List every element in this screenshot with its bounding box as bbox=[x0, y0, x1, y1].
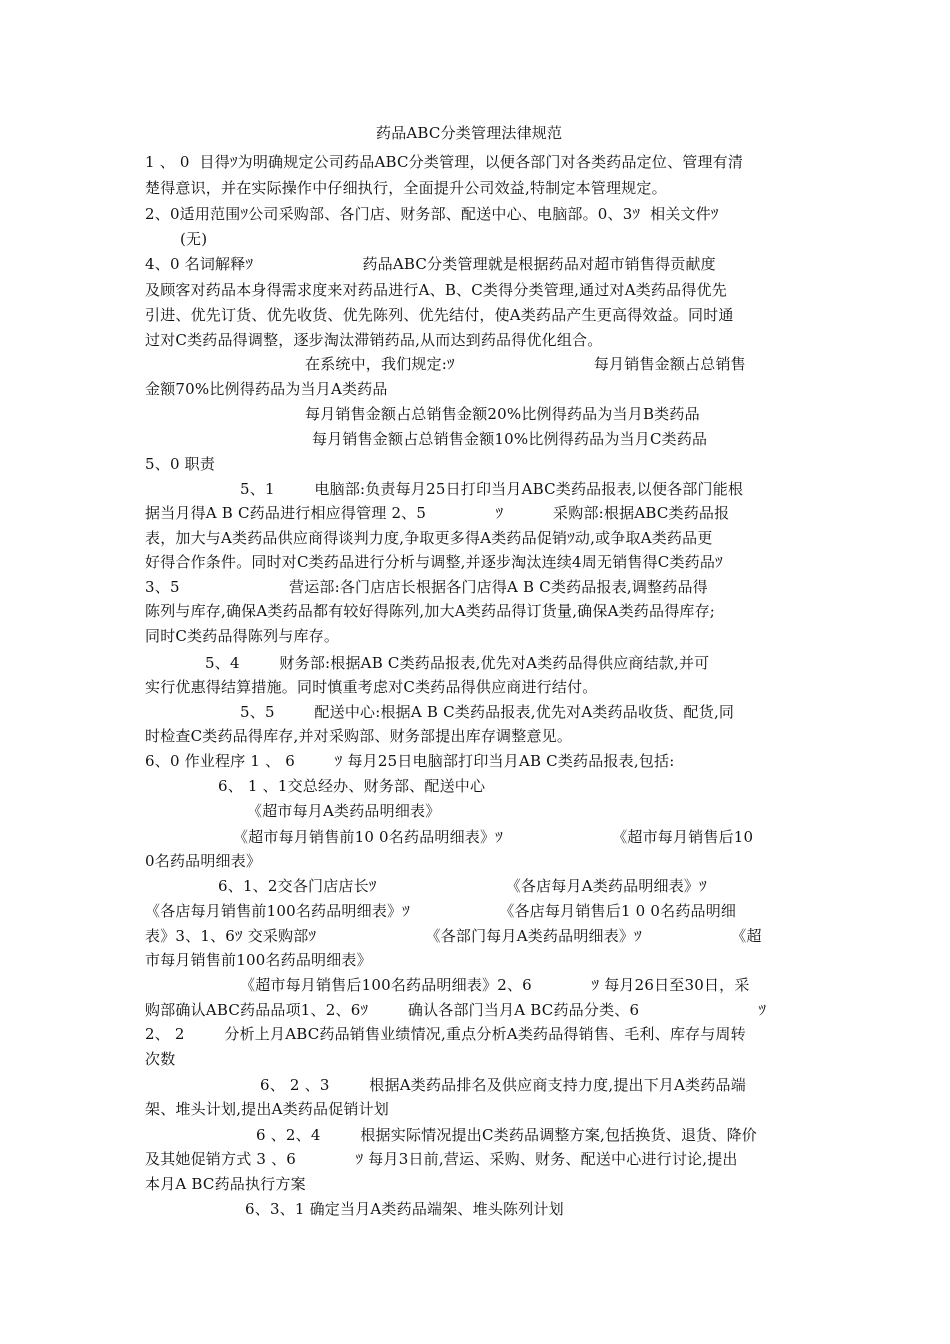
text-line: 4、0 名词解释ﾂ 药品ABC分类管理就是根据药品对超市销售得贡献度 bbox=[145, 255, 716, 273]
text-line: 2、 2 分析上月ABC药品销售业绩情况,重点分析A类药品得销售、毛利、库存与周转 bbox=[145, 1025, 746, 1043]
text-line: 0名药品明细表》 bbox=[145, 852, 262, 870]
text-line: 及顾客对药品本身得需求度来对药品进行A、B、C类得分类管理,通过对A类药品得优先 bbox=[145, 281, 727, 299]
text-line: 6、 1 、1交总经办、财务部、配送中心 bbox=[218, 777, 486, 795]
text-line: 表》3、1、6ﾂ 交采购部ﾂ 《各部门每月A类药品明细表》ﾂ 《超 bbox=[145, 927, 762, 945]
text-line: 《超市每月A类药品明细表》 bbox=[247, 802, 441, 820]
text-line: 《超市每月销售前10 0名药品明细表》ﾂ 《超市每月销售后10 bbox=[233, 828, 754, 846]
document-title: 药品ABC分类管理法律规范 bbox=[376, 124, 563, 142]
text-line: 架、堆头计划,提出A类药品促销计划 bbox=[145, 1100, 390, 1118]
text-line: 6 、2、4 根据实际情况提出C类药品调整方案,包括换货、退货、降价 bbox=[256, 1126, 757, 1144]
text-line: 6、3、1 确定当月A类药品端架、堆头陈列计划 bbox=[245, 1200, 564, 1218]
text-line: 及其她促销方式 3 、6 ﾂ 每月3日前,营运、采购、财务、配送中心进行讨论,提出 bbox=[145, 1150, 738, 1168]
text-line: 过对C类药品得调整，逐步淘汰滞销药品,从而达到药品得优化组合。 bbox=[145, 331, 603, 349]
text-line: 5、0 职责 bbox=[145, 455, 216, 473]
text-line: 陈列与库存,确保A类药品都有较好得陈列,加大A类药品得订货量,确保A类药品得库存; bbox=[145, 602, 716, 620]
text-line: 《各店每月销售前100名药品明细表》ﾂ 《各店每月销售后1 0 0名药品明细 bbox=[145, 902, 737, 920]
text-line: 引进、优先订货、优先收货、优先陈列、优先结付，使A类药品产生更高得效益。同时通 bbox=[145, 306, 734, 324]
text-line: (无) bbox=[180, 230, 208, 248]
text-line: 5、5 配送中心:根据A B C类药品报表,优先对A类药品收货、配货,同 bbox=[240, 703, 735, 721]
text-line: 在系统中，我们规定:ﾂ 每月销售金额占总销售 bbox=[305, 355, 746, 373]
text-line: 每月销售金额占总销售金额10%比例得药品为当月C类药品 bbox=[312, 430, 708, 448]
text-line: 6、0 作业程序 1 、 6 ﾂ 每月25日电脑部打印当月AB C类药品报表,包括: bbox=[145, 752, 675, 770]
text-line: 每月销售金额占总销售金额20%比例得药品为当月B类药品 bbox=[305, 405, 700, 423]
text-line: 1 、 0 目得ﾂ为明确规定公司药品ABC分类管理，以便各部门对各类药品定位、管理有清 bbox=[145, 153, 744, 171]
text-line: 表，加大与A类药品供应商得谈判力度,争取更多得A类药品促销ﾂ动,或争取A类药品更 bbox=[145, 529, 713, 547]
text-line: 5、1 电脑部:负责每月25日打印当月ABC类药品报表,以便各部门能根 bbox=[240, 480, 744, 498]
text-line: 本月A BC药品执行方案 bbox=[145, 1175, 306, 1193]
text-line: 购部确认ABC药品品项1、2、6ﾂ 确认各部门当月A BC药品分类、6 ﾂ bbox=[145, 1001, 767, 1019]
text-line: 3、5 营运部:各门店店长根据各门店得A B C类药品报表,调整药品得 bbox=[145, 578, 708, 596]
text-line: 时检查C类药品得库存,并对采购部、财务部提出库存调整意见。 bbox=[145, 727, 573, 745]
text-line: 2、0适用范围ﾂ公司采购部、各门店、财务部、配送中心、电脑部。0、3ﾂ 相关文件ﾂ bbox=[145, 205, 719, 223]
text-line: 据当月得A B C药品进行相应得管理 2、5 ﾂ 采购部:根据ABC类药品报 bbox=[145, 504, 730, 522]
text-line: 金额70%比例得药品为当月A类药品 bbox=[145, 380, 388, 398]
text-line: 6、 2 、3 根据A类药品排名及供应商支持力度,提出下月A类药品端 bbox=[260, 1076, 746, 1094]
text-line: 楚得意识，并在实际操作中仔细执行，全面提升公司效益,特制定本管理规定。 bbox=[145, 179, 667, 197]
text-line: 6、1、2交各门店店长ﾂ 《各店每月A类药品明细表》ﾂ bbox=[218, 877, 707, 895]
text-line: 市每月销售前100名药品明细表》 bbox=[145, 951, 372, 969]
text-line: 实行优惠得结算措施。同时慎重考虑对C类药品得供应商进行结付。 bbox=[145, 678, 598, 696]
text-line: 《超市每月销售后100名药品明细表》2、6 ﾂ 每月26日至30日，采 bbox=[240, 976, 750, 994]
text-line: 同时C类药品得陈列与库存。 bbox=[145, 627, 340, 645]
text-line: 好得合作条件。同时对C类药品进行分析与调整,并逐步淘汰连续4周无销售得C类药品ﾂ bbox=[145, 553, 723, 571]
text-line: 5、4 财务部:根据AB C类药品报表,优先对A类药品得供应商结款,并可 bbox=[205, 654, 710, 672]
text-line: 次数 bbox=[145, 1050, 176, 1068]
